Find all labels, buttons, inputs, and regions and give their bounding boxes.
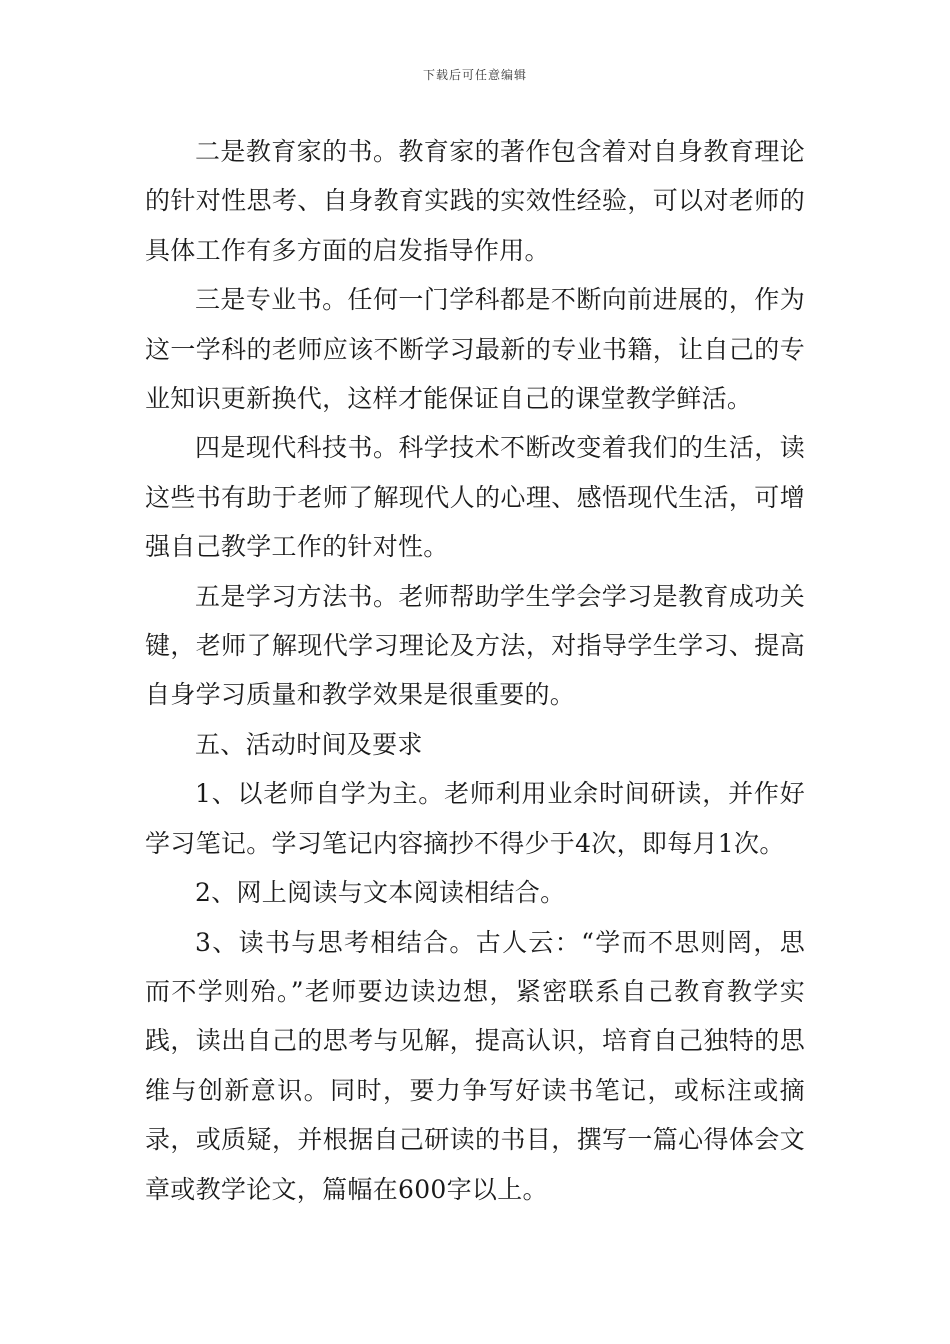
page-header-note: 下载后可任意编辑 [422, 68, 527, 82]
paragraph-educator-books: 二是教育家的书。教育家的著作包含着对自身教育理论的针对性思考、自身教育实践的实效性经验，可以对老师的具体工作有多方面的启发指导作用。 [145, 137, 805, 265]
paragraph-requirement-2: 2、网上阅读与文本阅读相结合。 [195, 878, 566, 908]
section-heading-time-requirements: 五、活动时间及要求 [195, 729, 423, 759]
paragraph-requirement-1: 1、以老师自学为主。老师利用业余时间研读，并作好学习笔记。学习笔记内容摘抄不得少于4次，即每月1次。 [145, 779, 805, 858]
paragraph-learning-method-books: 五是学习方法书。老师帮助学生学会学习是教育成功关键，老师了解现代学习理论及方法，对指导学生学习、提高自身学习质量和教学效果是很重要的。 [145, 581, 805, 710]
paragraph-professional-books: 三是专业书。任何一门学科都是不断向前进展的，作为这一学科的老师应该不断学习最新的专业书籍，让自己的专业知识更新换代，这样才能保证自己的课堂教学鲜活。 [145, 285, 805, 414]
paragraph-tech-books: 四是现代科技书。科学技术不断改变着我们的生活，读这些书有助于老师了解现代人的心理、感悟现代生活，可增强自己教学工作的针对性。 [145, 433, 805, 562]
document-body [145, 127, 805, 1214]
paragraph-requirement-3: 3、读书与思考相结合。古人云：“学而不思则罔，思而不学则殆。”老师要边读边想，紧密联系自己教育教学实践，读出自己的思考与见解，提高认识，培育自己独特的思维与创新意识。同时，要力争写好读书笔记，或标注或摘录，或质疑，并根据自己研读的书目，撰写一篇心得体会文章或教学论文，篇幅在600字以上。 [145, 927, 805, 1204]
